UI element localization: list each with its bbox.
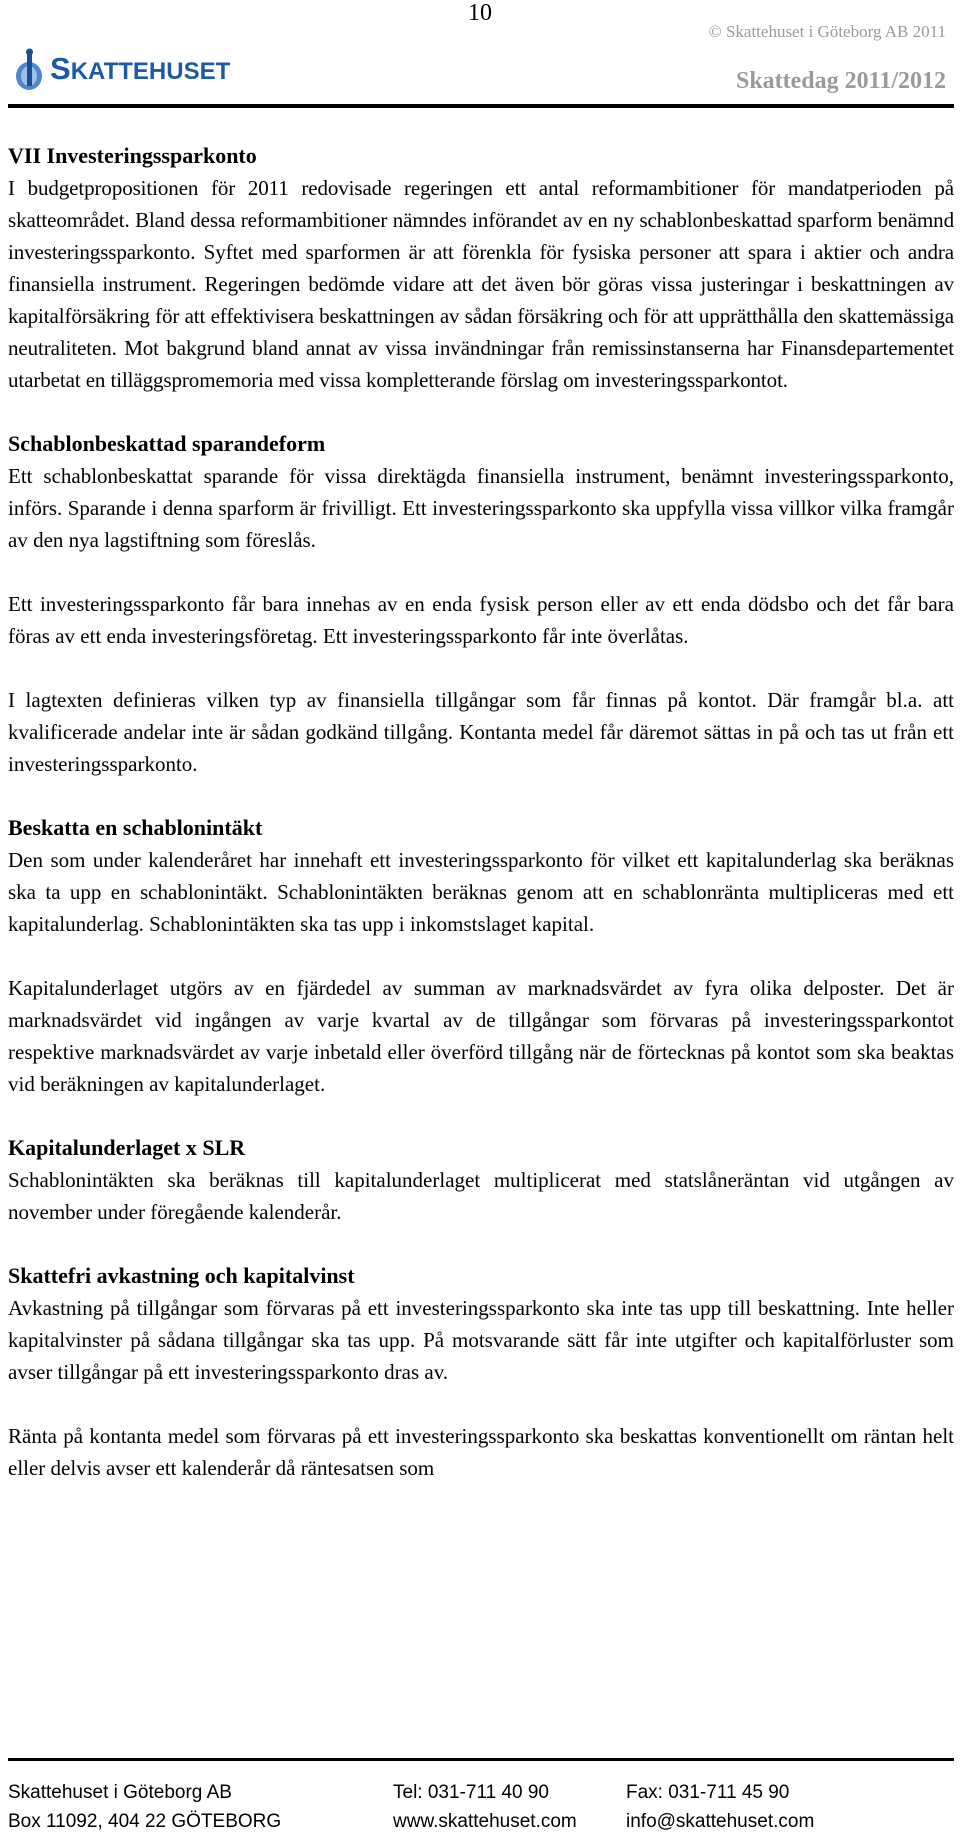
paragraph: I lagtexten definieras vilken typ av finansiella tillgångar som får finnas på kontot. Där framgår bl.a. att kvalificerade andelar inte är sådan godkänd tillgång. Kontanta medel får däremot sättas in på och tas ut från ett investeringssparkonto. [8,688,954,776]
footer-company-name: Skattehuset i Göteborg AB [8,1782,232,1803]
paragraph: Ett schablonbeskattat sparande för vissa direktägda finansiella instrument, benämnt investeringssparkonto, införs. Sparande i denna sparform är frivilligt. Ett investeringssparkonto ska uppfylla vissa villkor vilka framgår av den nya lagstiftning som föreslås. [8,464,954,552]
logo-wordmark-initial: S [50,51,71,86]
paragraph: Den som under kalenderåret har innehaft ett investeringssparkonto för vilket ett kapitalunderlag ska beräknas ska ta upp en schablonintäkt. Schablonintäkten beräknas genom att en schablonränta multipliceras med ett kapitalunderlag. Schablonintäkten ska tas upp i inkomstslaget kapital. [8,848,954,936]
footer-fax-column [626,1778,814,1836]
footer-company-column [8,1778,281,1836]
paragraph: Ränta på kontanta medel som förvaras på ett investeringssparkonto ska beskattas konventionellt om räntan helt eller delvis avser ett kalenderår då räntesatsen som [8,1424,954,1480]
section-heading: Skattefri avkastning och kapitalvinst [8,1263,355,1288]
page-number: 10 [468,0,492,26]
paragraph: I budgetpropositionen för 2011 redovisade regeringen ett antal reformambitioner för mandatperioden på skatteområdet. Bland dessa reformambitioner nämndes införandet av en ny schablonbeskattad sparform benämnd investeringssparkonto. Syftet med sparformen är att förenkla för fysiska personer att spara i aktier och andra finansiella instrument. Regeringen bedömde vidare att det även bör göras vissa justeringar i beskattningen av kapitalförsäkring för att effektivisera beskattningen av sådan försäkring och för att upprätthålla den skattemässiga neutraliteten. Mot bakgrund bland annat av vissa invändningar från remissinstanserna har Finansdepartementet utarbetat en tilläggspromemoria med vissa kompletterande förslag om investeringssparkontot. [8,176,954,392]
logo-mark-icon [14,46,46,92]
section-heading: VII Investeringssparkonto [8,143,257,168]
section-heading: Beskatta en schablonintäkt [8,815,263,840]
footer-website-link[interactable]: www.skattehuset.com [393,1811,577,1832]
edition-title: Skattedag 2011/2012 [735,68,946,94]
section-heading: Schablonbeskattad sparandeform [8,431,326,456]
logo-wordmark-rest: KATTEHUSET [70,58,231,85]
paragraph: Schablonintäkten ska beräknas till kapitalunderlaget multiplicerat med statslåneräntan vid utgången av november under föregående kalenderår. [8,1168,954,1224]
paragraph: Kapitalunderlaget utgörs av en fjärdedel av summan av marknadsvärdet av fyra olika delposter. Det är marknadsvärdet vid ingången av varje kvartal av de tillgångar som förvaras på investeringssparkontot respektive marknadsvärdet av varje inbetald eller överförd tillgång när de förtecknas på kontot som ska beaktas vid beräkningen av kapitalunderlaget. [8,976,954,1096]
footer-fax: Fax: 031-711 45 90 [626,1782,790,1803]
company-logo [14,46,230,92]
paragraph: Avkastning på tillgångar som förvaras på ett investeringssparkonto ska inte tas upp till beskattning. Inte heller kapitalvinster på sådana tillgångar ska tas upp. På motsvarande sätt får inte utgifter och kapitalförluster som avser tillgångar på ett investeringssparkonto dras av. [8,1296,954,1384]
section-heading: Kapitalunderlaget x SLR [8,1135,246,1160]
footer-address: Box 11092, 404 22 GÖTEBORG [8,1811,282,1832]
paragraph: Ett investeringssparkonto får bara innehas av en enda fysisk person eller av ett enda dödsbo och det får bara föras av ett enda investeringsföretag. Ett investeringssparkonto får inte överlåtas. [8,592,954,648]
header-divider [8,104,954,108]
footer-phone: Tel: 031-711 40 90 [393,1782,549,1803]
footer-email-link[interactable]: info@skattehuset.com [626,1811,815,1832]
footer-divider [8,1758,954,1761]
document-body [8,140,954,1484]
copyright-notice: © Skattehuset i Göteborg AB 2011 [708,22,946,41]
logo-wordmark [50,51,230,87]
footer-contact-column [393,1778,577,1836]
